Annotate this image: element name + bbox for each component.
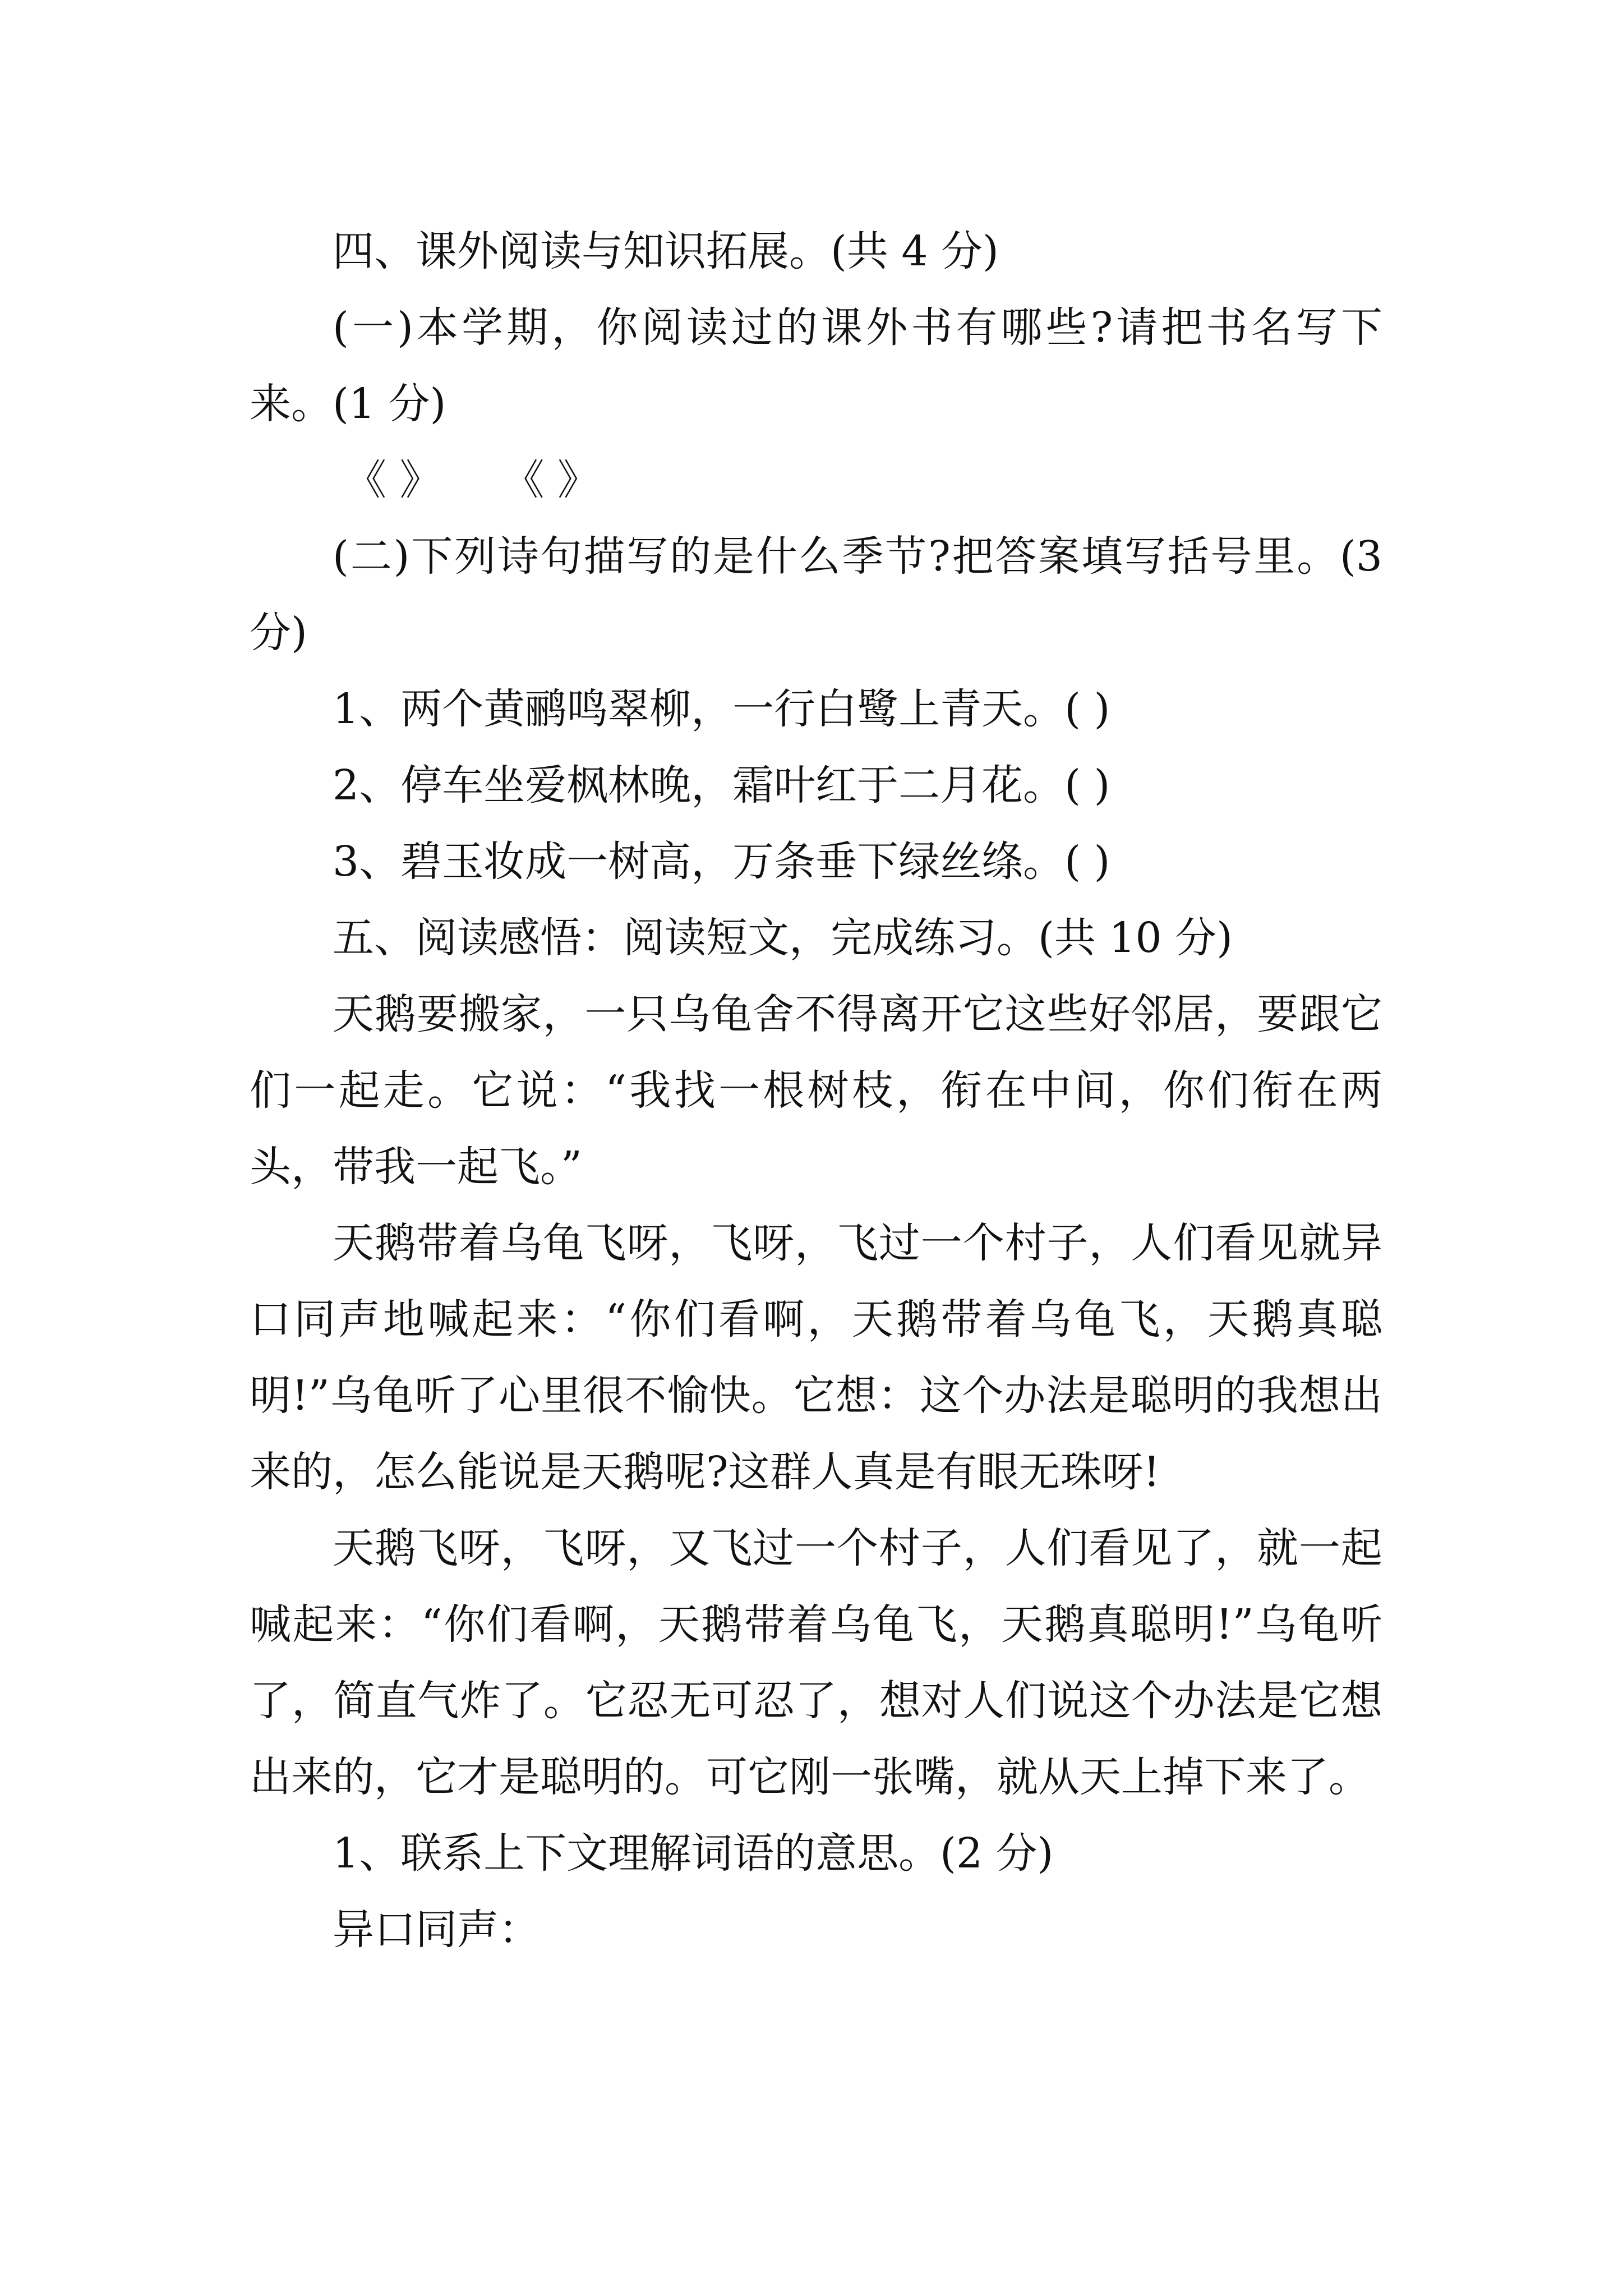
book-blank-2: 《 》 — [502, 456, 600, 504]
section-four-heading: 四、课外阅读与知识拓展。(共 4 分) — [333, 227, 999, 275]
story-paragraph-1: 天鹅要搬家，一只乌龟舍不得离开它这些好邻居，要跟它们一起走。它说：“我找一根树枝，衔在中间，你们衔在两头，带我一起飞。” — [250, 990, 1382, 1191]
section-five-heading: 五、阅读感悟：阅读短文，完成练习。(共 10 分) — [333, 914, 1233, 962]
story-paragraph-2: 天鹅带着乌龟飞呀，飞呀，飞过一个村子，人们看见就异口同声地喊起来：“你们看啊，天鹅带着乌龟飞，天鹅真聪明!”乌龟听了心里很不愉快。它想：这个办法是聪明的我想出来的，怎么能说是天鹅呢?这群人真是有眼无珠呀! — [250, 1219, 1382, 1496]
poem-line-1: 1、两个黄鹂鸣翠柳，一行白鹭上青天。( ) — [333, 685, 1110, 733]
question-two-prompt: (二)下列诗句描写的是什么季节?把答案填写括号里。(3 分) — [250, 532, 1382, 657]
exercise-1-term: 异口同声： — [333, 1906, 540, 1954]
poem-line-2: 2、停车坐爱枫林晚，霜叶红于二月花。( ) — [333, 761, 1110, 809]
book-blank-1: 《 》 — [345, 456, 441, 504]
document-body — [250, 213, 1382, 1968]
question-one-prompt: (一)本学期，你阅读过的课外书有哪些?请把书名写下来。(1 分) — [250, 303, 1382, 428]
poem-line-3: 3、碧玉妆成一树高，万条垂下绿丝绦。( ) — [333, 838, 1110, 886]
book-title-blanks — [250, 442, 1382, 518]
story-paragraph-3: 天鹅飞呀，飞呀，又飞过一个村子，人们看见了，就一起喊起来：“你们看啊，天鹅带着乌龟飞，天鹅真聪明!”乌龟听了，简直气炸了。它忍无可忍了，想对人们说这个办法是它想出来的，它才是聪明的。可它刚一张嘴，就从天上掉下来了。 — [250, 1524, 1382, 1801]
exercise-1-prompt: 1、联系上下文理解词语的意思。(2 分) — [333, 1829, 1054, 1878]
